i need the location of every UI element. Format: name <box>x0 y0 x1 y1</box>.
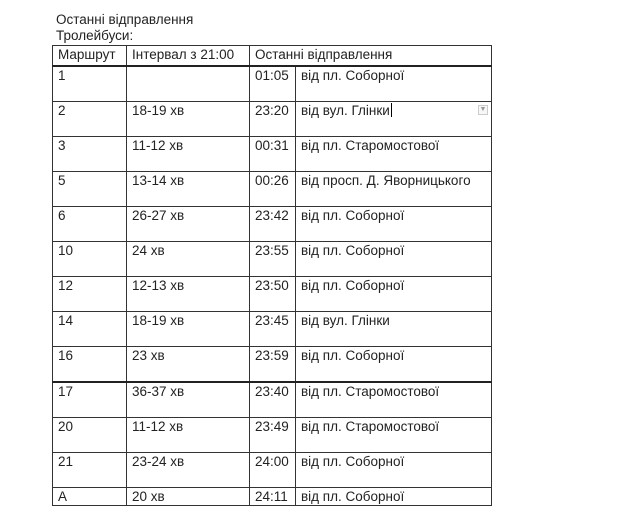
table-row <box>53 102 492 137</box>
interval-cell[interactable]: 18-19 хв <box>127 102 250 137</box>
table-row <box>53 453 492 488</box>
column-header-route: Маршрут <box>53 46 127 67</box>
time-cell[interactable]: 24:11 <box>250 488 296 506</box>
table-row <box>53 418 492 453</box>
route-cell[interactable]: 5 <box>53 172 127 207</box>
time-cell[interactable]: 23:59 <box>250 347 296 383</box>
time-cell[interactable]: 00:31 <box>250 137 296 172</box>
doc-title: Останні відправлення <box>56 12 194 27</box>
table-row <box>53 207 492 242</box>
route-cell[interactable]: 16 <box>53 347 127 383</box>
interval-cell[interactable]: 23 хв <box>127 347 250 383</box>
active-cell-content <box>301 103 486 119</box>
interval-cell[interactable]: 24 хв <box>127 242 250 277</box>
departure-point-cell[interactable]: від пл. Соборної <box>296 277 492 312</box>
table-row <box>53 277 492 312</box>
departure-point-cell[interactable]: від пл. Старомостової <box>296 137 492 172</box>
table-row <box>53 242 492 277</box>
departure-point-cell[interactable]: від пл. Соборної <box>296 207 492 242</box>
doc-subtitle: Тролейбуси: <box>56 28 134 43</box>
route-cell[interactable]: 21 <box>53 453 127 488</box>
table-row <box>53 66 492 102</box>
table-row <box>53 137 492 172</box>
route-cell[interactable]: 20 <box>53 418 127 453</box>
interval-cell[interactable]: 23-24 хв <box>127 453 250 488</box>
document <box>52 12 492 506</box>
time-cell[interactable]: 00:26 <box>250 172 296 207</box>
route-cell[interactable]: А <box>53 488 127 506</box>
interval-cell[interactable]: 20 хв <box>127 488 250 506</box>
schedule-table <box>52 45 492 506</box>
time-cell[interactable]: 23:50 <box>250 277 296 312</box>
interval-cell[interactable]: 26-27 хв <box>127 207 250 242</box>
table-row <box>53 312 492 347</box>
departure-point-cell[interactable]: від пл. Соборної <box>296 488 492 506</box>
route-cell[interactable]: 2 <box>53 102 127 137</box>
departure-point-cell[interactable]: від вул. Глінки <box>296 312 492 347</box>
time-cell[interactable]: 23:40 <box>250 382 296 418</box>
table-row <box>53 488 492 506</box>
time-cell[interactable]: 23:49 <box>250 418 296 453</box>
route-cell[interactable]: 1 <box>53 66 127 102</box>
chevron-down-icon[interactable]: ▼ <box>479 106 487 113</box>
time-cell[interactable]: 23:55 <box>250 242 296 277</box>
time-cell[interactable]: 24:00 <box>250 453 296 488</box>
departure-point-cell[interactable]: від пл. Соборної <box>296 66 492 102</box>
time-cell[interactable]: 23:45 <box>250 312 296 347</box>
route-cell[interactable]: 6 <box>53 207 127 242</box>
departure-point-cell-active[interactable] <box>296 102 492 137</box>
interval-cell[interactable]: 11-12 хв <box>127 418 250 453</box>
column-header-last-departures: Останні відправлення <box>250 46 492 67</box>
departure-point-cell[interactable]: від пл. Соборної <box>296 347 492 383</box>
interval-cell[interactable]: 13-14 хв <box>127 172 250 207</box>
route-cell[interactable]: 3 <box>53 137 127 172</box>
table-row <box>53 347 492 383</box>
time-cell[interactable]: 01:05 <box>250 66 296 102</box>
departure-point-cell[interactable]: від пл. Старомостової <box>296 382 492 418</box>
route-cell[interactable]: 14 <box>53 312 127 347</box>
route-cell[interactable]: 12 <box>53 277 127 312</box>
departure-point-text: від вул. Глінки <box>301 103 390 118</box>
departure-point-cell[interactable]: від просп. Д. Яворницького <box>296 172 492 207</box>
interval-cell[interactable]: 12-13 хв <box>127 277 250 312</box>
column-header-interval: Інтервал з 21:00 <box>127 46 250 67</box>
table-header-row <box>53 46 492 67</box>
departure-point-cell[interactable]: від пл. Соборної <box>296 242 492 277</box>
departure-point-cell[interactable]: від пл. Соборної <box>296 453 492 488</box>
interval-cell[interactable] <box>127 66 250 102</box>
interval-cell[interactable]: 36-37 хв <box>127 382 250 418</box>
interval-cell[interactable]: 18-19 хв <box>127 312 250 347</box>
table-row <box>53 172 492 207</box>
text-cursor <box>391 103 392 117</box>
table-row <box>53 382 492 418</box>
route-cell[interactable]: 10 <box>53 242 127 277</box>
time-cell[interactable]: 23:20 <box>250 102 296 137</box>
route-cell[interactable]: 17 <box>53 382 127 418</box>
interval-cell[interactable]: 11-12 хв <box>127 137 250 172</box>
departure-point-cell[interactable]: від пл. Старомостової <box>296 418 492 453</box>
time-cell[interactable]: 23:42 <box>250 207 296 242</box>
